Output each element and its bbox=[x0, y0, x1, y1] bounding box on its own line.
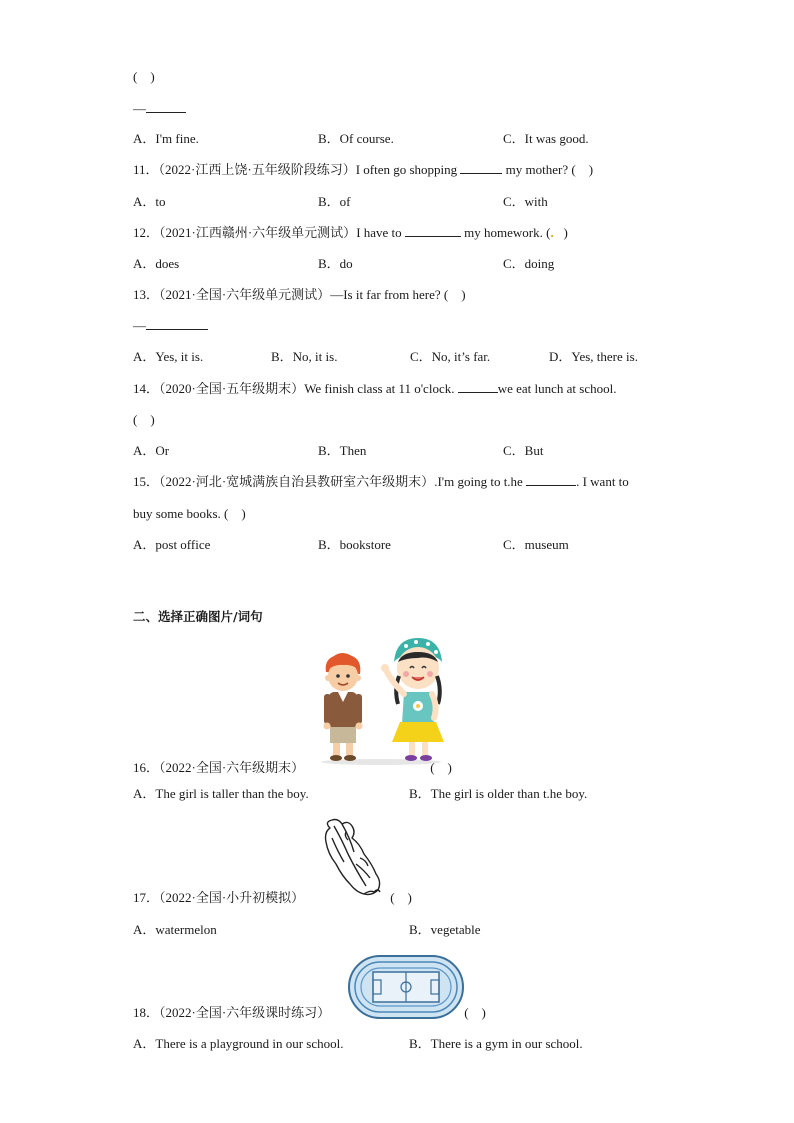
q15-option-b[interactable]: B．bookstore bbox=[318, 537, 391, 552]
q13-stem: 13．（2021·全国·六年级单元测试）—Is it far from here? ( ) bbox=[133, 287, 466, 302]
q12-source: （2021·江西赣州·六年级单元测试） bbox=[159, 225, 357, 240]
answer-blank[interactable] bbox=[146, 318, 208, 330]
q11-source: （2022·江西上饶·五年级阶段练习） bbox=[158, 162, 356, 177]
q16-option-b[interactable]: B．The girl is older than t.he boy. bbox=[409, 786, 588, 801]
q14-option-c[interactable]: C．But bbox=[503, 443, 544, 458]
q13-option-d[interactable]: D．Yes, there is. bbox=[549, 349, 638, 364]
q18-source: （2022·全国·六年级课时练习） bbox=[159, 1005, 331, 1020]
boy-figure bbox=[324, 653, 363, 761]
q14-source: （2020·全国·五年级期末） bbox=[159, 381, 305, 396]
q17-stem: 17．（2022·全国·小升初模拟） ( ) bbox=[133, 890, 412, 905]
q13-source: （2021·全国·六年级单元测试） bbox=[159, 287, 331, 302]
q10-answer-paren: ( ) bbox=[133, 69, 155, 84]
answer-mark: . bbox=[550, 225, 554, 240]
q13-option-b[interactable]: B．No, it is. bbox=[271, 349, 338, 364]
chinese-cabbage-illustration bbox=[320, 818, 386, 898]
q11-option-b[interactable]: B．of bbox=[318, 194, 351, 209]
girl-figure bbox=[381, 638, 444, 761]
q17-answer-paren: ( ) bbox=[390, 890, 412, 905]
q16-source: （2022·全国·六年级期末） bbox=[159, 760, 305, 775]
q17-source: （2022·全国·小升初模拟） bbox=[159, 890, 305, 905]
section-heading: 二、选择正确图片/词句 bbox=[133, 609, 263, 624]
q15-stem: 15．（2022·河北·宽城满族自治县教研室六年级期末）.I'm going to t.he . I want to bbox=[133, 474, 629, 489]
q16-stem: 16．（2022·全国·六年级期末） ( ) bbox=[133, 760, 452, 775]
q15-option-c[interactable]: C．museum bbox=[503, 537, 569, 552]
q11-stem: 11．（2022·江西上饶·五年级阶段练习）I often go shopping my mother? ( ) bbox=[133, 162, 594, 177]
q17-option-a[interactable]: A．watermelon bbox=[133, 922, 217, 937]
q13-option-c[interactable]: C．No, it’s far. bbox=[410, 349, 491, 364]
q15-stem-line2: buy some books. ( ) bbox=[133, 506, 246, 521]
q18-answer-paren: ( ) bbox=[464, 1005, 486, 1020]
answer-blank[interactable] bbox=[146, 101, 186, 113]
answer-blank[interactable] bbox=[526, 474, 576, 486]
q12-option-a[interactable]: A．does bbox=[133, 256, 180, 271]
q18-option-b[interactable]: B．There is a gym in our school. bbox=[409, 1036, 583, 1051]
answer-blank[interactable] bbox=[405, 225, 461, 237]
q10-answer-line: — bbox=[133, 101, 186, 117]
q16-option-a[interactable]: A．The girl is taller than the boy. bbox=[133, 786, 309, 801]
q14-stem: 14．（2020·全国·五年级期末）We finish class at 11 o'clock. we eat lunch at school. bbox=[133, 381, 617, 396]
answer-blank[interactable] bbox=[458, 381, 498, 393]
boy-and-girl-illustration bbox=[312, 632, 450, 766]
q12-option-b[interactable]: B．do bbox=[318, 256, 353, 271]
q15-source: （2022·河北·宽城满族自治县教研室六年级期末） bbox=[159, 474, 435, 489]
q13-option-a[interactable]: A．Yes, it is. bbox=[133, 349, 204, 364]
q10-option-c[interactable]: C．It was good. bbox=[503, 131, 589, 146]
q15-option-a[interactable]: A．post office bbox=[133, 537, 211, 552]
q13-answer-line: — bbox=[133, 318, 208, 334]
q14-option-a[interactable]: A．Or bbox=[133, 443, 170, 458]
q18-stem: 18．（2022·全国·六年级课时练习） ( ) bbox=[133, 1005, 486, 1020]
q18-option-a[interactable]: A．There is a playground in our school. bbox=[133, 1036, 344, 1051]
q14-answer-paren: ( ) bbox=[133, 412, 155, 427]
q10-option-b[interactable]: B．Of course. bbox=[318, 131, 394, 146]
q16-answer-paren: ( ) bbox=[430, 760, 452, 775]
q17-option-b[interactable]: B．vegetable bbox=[409, 922, 481, 937]
answer-blank[interactable] bbox=[460, 162, 502, 174]
q14-option-b[interactable]: B．Then bbox=[318, 443, 367, 458]
q11-option-c[interactable]: C．with bbox=[503, 194, 548, 209]
q12-option-c[interactable]: C．doing bbox=[503, 256, 555, 271]
q10-option-a[interactable]: A．I'm fine. bbox=[133, 131, 199, 146]
q11-option-a[interactable]: A．to bbox=[133, 194, 166, 209]
q12-stem: 12．（2021·江西赣州·六年级单元测试）I have to my homework. (. ) bbox=[133, 225, 568, 240]
